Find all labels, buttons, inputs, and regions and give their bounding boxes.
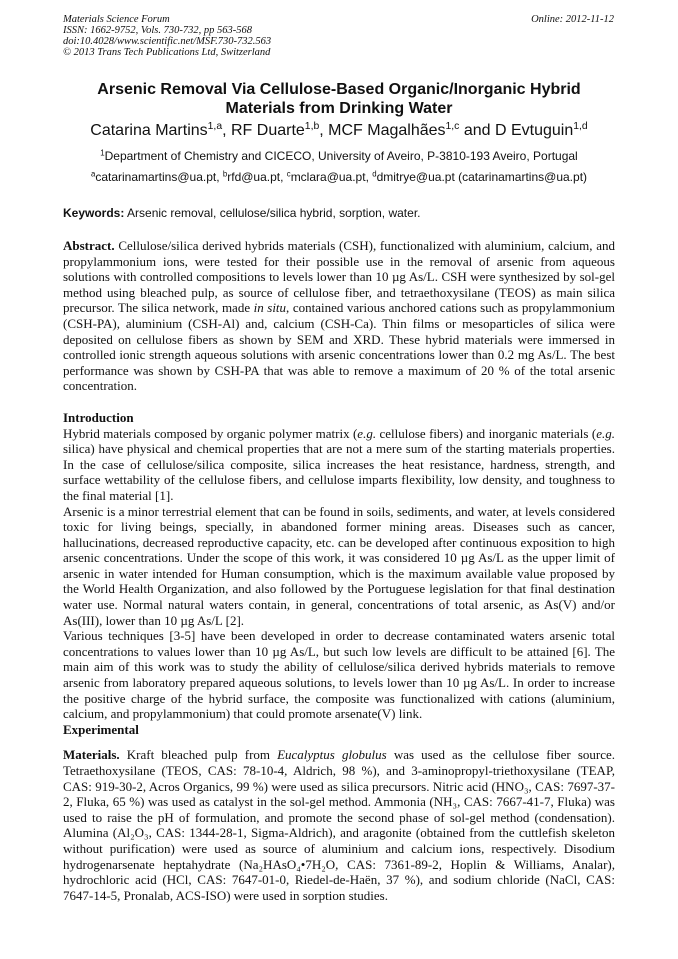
- text-run: Experimental: [63, 721, 139, 737]
- text-run: cellulose fibers) and inorganic materials (: [376, 425, 597, 441]
- italic-text: e.g.: [357, 425, 377, 441]
- paper-body: [63, 238, 615, 903]
- spacer: [63, 737, 615, 747]
- text-run: silica) have physical and chemical properties that are not a mere sum of the starting materials properties. In the case of cellulose/silica composite, silica increases the heat resistance, hardness, strength, and surface wettability of the cellulose fibers, and cellulose imparts flexibility, low density, and toughness to the final material [1].: [63, 441, 615, 503]
- email-sup: c: [286, 169, 291, 179]
- paper-title: [40, 80, 638, 118]
- keywords: [63, 206, 421, 220]
- title-line-2: Materials from Drinking Water: [225, 100, 453, 117]
- author-name: Catarina Martins: [90, 122, 208, 139]
- email-sup: d: [372, 169, 377, 179]
- paragraph: [63, 426, 615, 504]
- author-sup: 1,a: [207, 120, 223, 132]
- run-in-heading: Materials.: [63, 747, 120, 763]
- paragraph: [63, 747, 615, 903]
- text-run: Kraft bleached pulp from: [119, 747, 278, 763]
- email-address: rfd@ua.pt,: [227, 170, 287, 184]
- author-sup: 1,b: [304, 120, 320, 132]
- author-name: RF Duarte: [231, 122, 305, 139]
- author-separator: and: [459, 122, 495, 139]
- spacer: [63, 394, 615, 410]
- author-sup: 1,c: [445, 120, 460, 132]
- author-separator: ,: [222, 122, 231, 139]
- email-address: dmitrye@ua.pt (catarinamartins@ua.pt): [376, 170, 588, 184]
- authors: [20, 122, 658, 140]
- online-date: Online: 2012-11-12: [531, 14, 614, 25]
- paragraph: [63, 628, 615, 722]
- email-sup: b: [222, 169, 228, 179]
- section-heading: [63, 410, 615, 426]
- email-sup: a: [90, 169, 96, 179]
- journal-name: Materials Science Forum: [63, 14, 170, 25]
- emails: [20, 170, 658, 184]
- issn-line: ISSN: 1662-9752, Vols. 730-732, pp 563-568: [63, 25, 252, 36]
- italic-text: Eucalyptus globulus: [277, 747, 387, 763]
- email-address: mclara@ua.pt,: [290, 170, 373, 184]
- affiliation-sup: 1: [100, 148, 105, 158]
- keywords-label: Keywords:: [63, 206, 125, 220]
- title-line-1: Arsenic Removal Via Cellulose-Based Organic/Inorganic Hybrid: [97, 81, 581, 98]
- text-run: Cellulose/silica derived hybrids materials (CSH), functionalized with aluminium, calcium, and propylammonium ions, were tested for their possible use in the removal of arsenic from aqueous solutions with controlled compositions to levels lower than 10 µg As/L. CSH were synthesized by sol-gel method using bleached pulp, as source of cellulose fiber, and tetraethoxysilane (TEOS) as main silica precursor. The silica network, made: [63, 238, 615, 316]
- keywords-text: Arsenic removal, cellulose/silica hybrid, sorption, water.: [124, 206, 421, 220]
- section-heading: [63, 722, 615, 738]
- affiliation-text: Department of Chemistry and CICECO, University of Aveiro, P-3810-193 Aveiro, Portugal: [104, 149, 578, 163]
- author-name: D Evtuguin: [494, 122, 574, 139]
- text-run: Introduction: [63, 409, 134, 425]
- doi-line: doi:10.4028/www.scientific.net/MSF.730-732.563: [63, 36, 272, 47]
- author-sup: 1,d: [573, 120, 588, 132]
- text-run: was used as the cellulose fiber source. Tetraethoxysilane (TEOS, CAS: 78-10-4, Aldrich, 98 %), and 3-aminopropyl-triethoxysilane (TEAP, CAS: 919-30-2, Acros Organics, 99 %) were used as silica precursors. Nitric acid (HNO₃, CAS: 7697-37-2, Fluka, 65 %) was used as catalyst in the sol-gel method. Ammonia (NH₃, CAS: 7667-41-7, Fluka) was used to raise the pH of formulation, and promote the second phase of sol-gel method (condensation). Alumina (Al₂O₃, CAS: 1344-28-1, Sigma-Aldrich), and aragonite (obtained from the cuttlefish skeleton without purification) were used as source of aluminium and calcium ions, respectively. Disodium hydrogenarsenate heptahydrate (Na₂HAsO₄•7H₂O, CAS: 7361-89-2, Hoplin & Williams, Analar), hydrochloric acid (HCl, CAS: 7647-01-0, Riedel-de-Haën, 37 %), and sodium chloride (NaCl, CAS: 7647-14-5, Pronalab, ACS-ISO) were used in sorption studies.: [63, 747, 615, 903]
- paragraph: [63, 238, 615, 394]
- author-name: MCF Magalhães: [328, 122, 446, 139]
- text-run: Arsenic is a minor terrestrial element that can be found in soils, sediments, and water, at levels considered toxic for living beings, specially, in abandoned former mining areas. Diseases such as cancer, hallucinations, decreased reproductive capacity, etc. can be developed after continuous exposition to high arsenic concentrations. Under the scope of this work, it was considered 10 µg As/L as the upper limit of arsenic in water intended for Human consumption, which is the maximum available value proposed by the World Health Organization, and also followed by the Portuguese legislation for that final destination water use. Normal natural waters contain, in general, concentrations of total arsenic, as As(V) and/or As(III), lower than 10 µg As/L [2].: [63, 503, 615, 628]
- affiliation: [20, 149, 658, 163]
- text-run: , contained various anchored cations such as propylammonium (CSH-PA), aluminium (CSH-Al) and, calcium (CSH-Ca). Thin films or mesoparticles of silica were deposited on cellulose fibers as shown by SEM and XRD. These hybrid materials were immersed in controlled ionic strength aqueous solutions with arsenic concentrations lower than 0.2 mg As/L. The best performance was shown by CSH-PA that was able to remove a maximum of 20 % of the total arsenic concentration.: [63, 300, 615, 394]
- journal-header: [63, 14, 271, 58]
- paragraph: [63, 504, 615, 629]
- run-in-heading: Abstract.: [63, 238, 115, 253]
- text-run: Hybrid materials composed by organic polymer matrix (: [63, 425, 358, 441]
- text-run: Various techniques [3-5] have been developed in order to decrease contaminated waters arsenic total concentrations to values lower than 10 µg As/L, but such low levels are difficult to be attained [6]. The main aim of this work was to study the ability of cellulose/silica derived hybrids materials to remove arsenic from laboratory prepared aqueous solutions, to levels lower than 10 µg As/L. In order to increase the positive charge of the hybrid surface, the composite was functionalized with cations (aluminium, calcium, and propylammonium) that could promote arsenate(V) link.: [63, 628, 615, 722]
- author-separator: ,: [319, 122, 329, 139]
- italic-text: in situ: [253, 300, 287, 316]
- email-address: catarinamartins@ua.pt,: [95, 170, 223, 184]
- copyright-line: © 2013 Trans Tech Publications Ltd, Switzerland: [63, 47, 271, 58]
- italic-text: e.g.: [596, 425, 615, 441]
